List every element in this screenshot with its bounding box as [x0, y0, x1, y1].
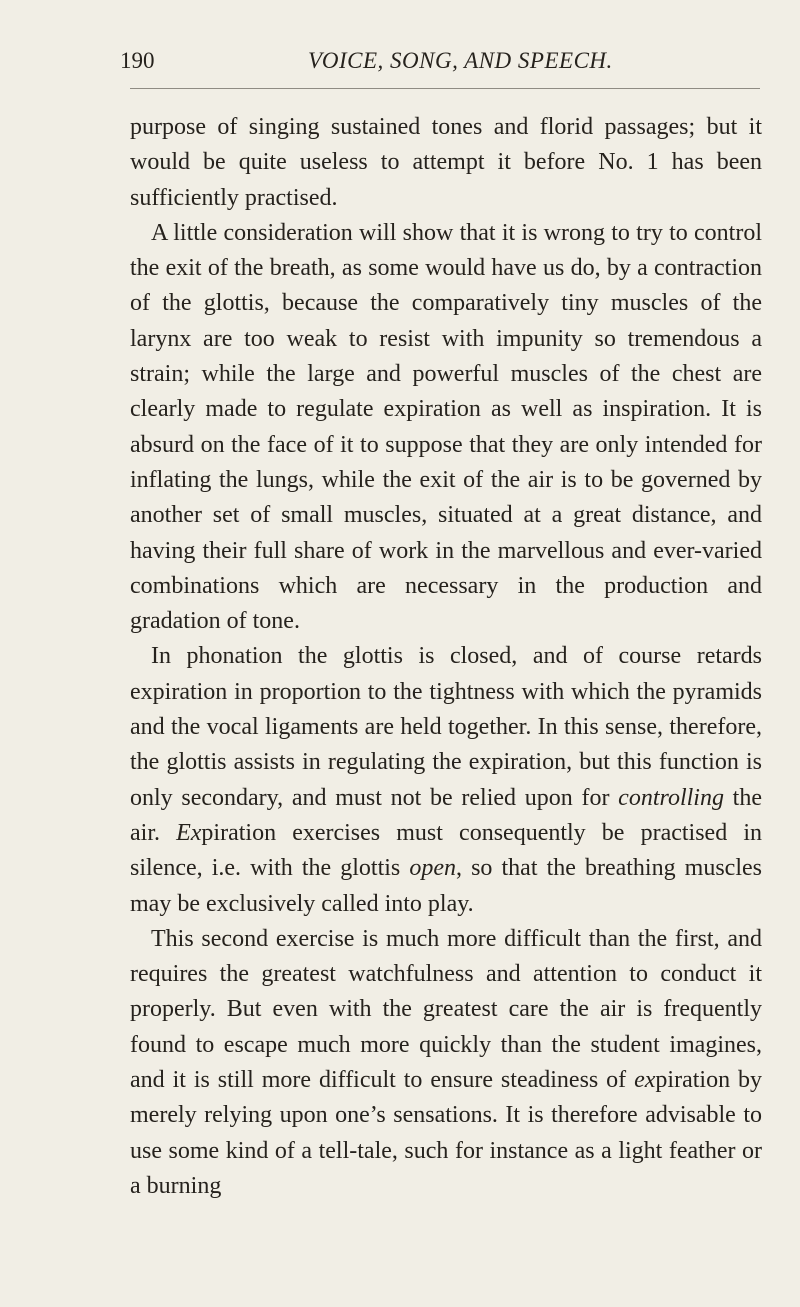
running-head — [120, 44, 760, 78]
paragraph-text: This second exercise is much more difficult than the first, and requires the greatest watchfulness and attention to conduct it properly. But even with the greatest care the air is frequently found to escape much more quickly than the student imagines, and it is still more difficult to ensure steadiness of — [130, 925, 762, 1094]
paragraph — [130, 922, 762, 1204]
page-number: 190 — [120, 48, 155, 73]
paragraph-text: , so that the breathing muscles may be exclusively called into play. — [130, 855, 762, 917]
paragraph-text: piration exercises must consequently be practised in silence, i.e. with the glottis — [130, 819, 762, 882]
paragraph — [130, 110, 762, 216]
paragraph-text: In phonation the glottis is closed, and of course retards expiration in proportion to the tightness with which the pyramids and the vocal ligaments are held together. In this sense, therefore, the glottis assists in regulating the expiration, but this function is only secondary, and must not be relied upon for — [130, 643, 762, 811]
header-rule — [130, 88, 760, 89]
paragraph-text: A little consideration will show that it is wrong to try to control the exit of the breath, as some would have us do, by a contraction of the glottis, because the comparatively tiny muscles of the larynx are too weak to resist with impunity so tremendous a strain; while the large and powerful muscles of the chest are clearly made to regulate expiration as well as inspiration. It is absurd on the face of it to suppose that they are only intended for inflating the lungs, while the exit of the air is to be governed by another set of small muscles, situated at a great distance, and having their full share of work in the marvellous and ever-varied combinations which are necessary in the production and gradation of tone. — [130, 219, 762, 635]
running-title: VOICE, SONG, AND SPEECH. — [308, 48, 613, 73]
italic-text: ex — [634, 1067, 656, 1094]
paragraph-text: the air. — [130, 784, 762, 846]
paragraph-text: purpose of singing sustained tones and florid passages; but it would be quite useless to attempt it before No. 1 has been sufficiently practised. — [130, 114, 762, 211]
italic-text: controlling — [618, 784, 724, 811]
paragraph-text: piration by merely relying upon one’s sensations. It is therefore advisable to use some kind of a tell-tale, such for instance as a light feather or a burning — [130, 1067, 762, 1199]
paragraph — [130, 639, 762, 921]
italic-text: open — [409, 855, 456, 882]
body-text — [130, 110, 762, 1204]
paragraph — [130, 216, 762, 640]
italic-text: Ex — [176, 819, 202, 846]
